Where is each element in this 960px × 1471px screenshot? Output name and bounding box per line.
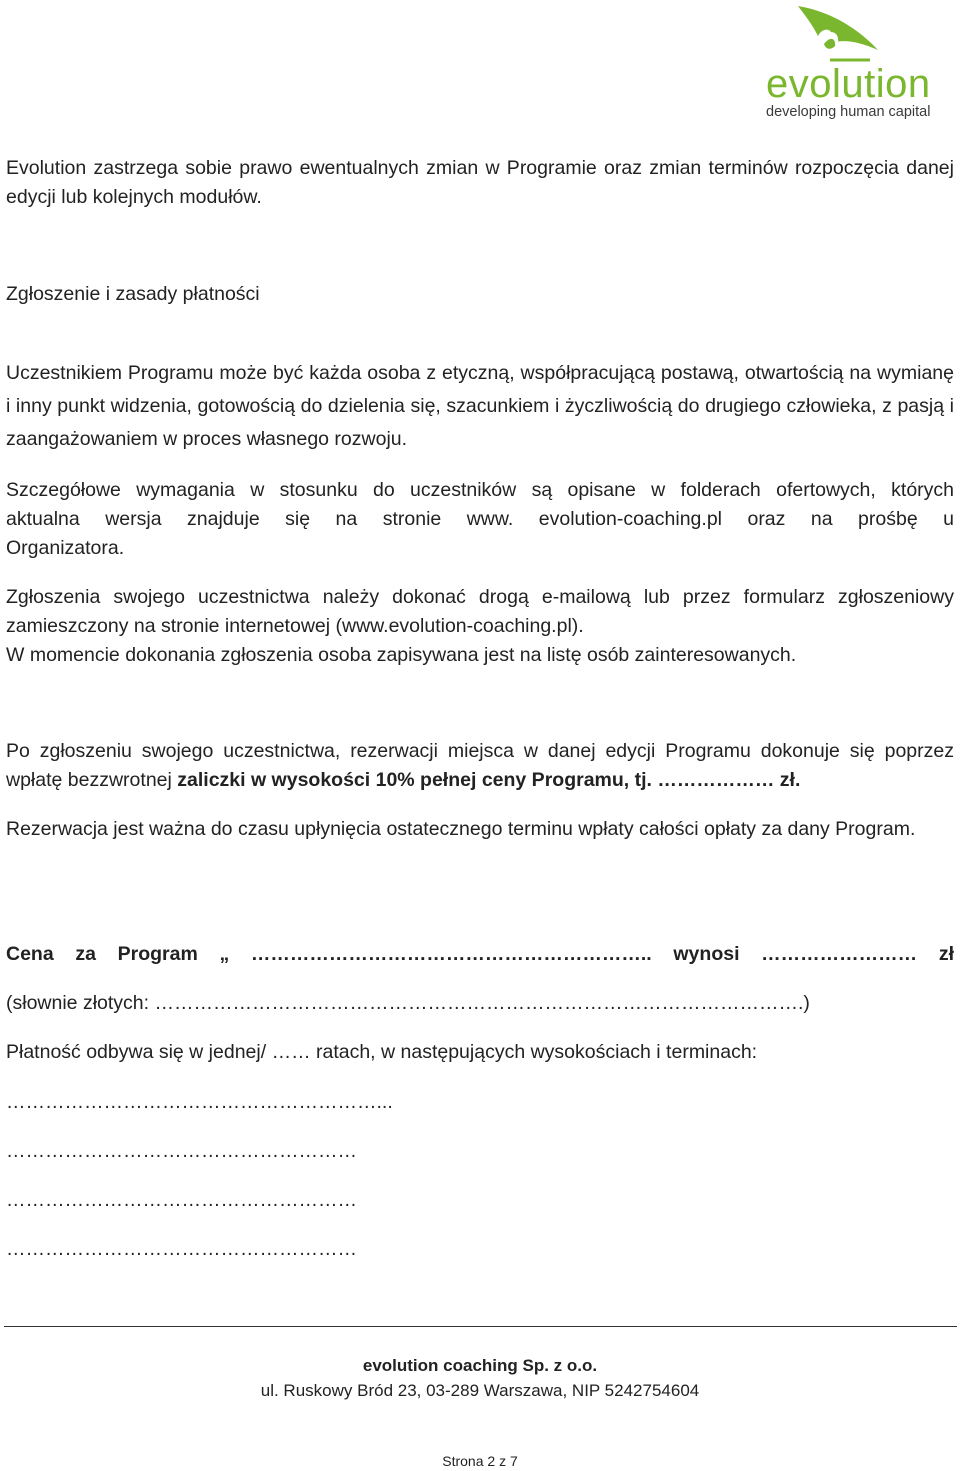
deposit-text: Po zgłoszeniu swojego uczestnictwa, rezerwacji miejsca w danej edycji Programu dokonuje się poprzez wpłatę bezzwrotnej [6,740,954,791]
leaf-icon [760,0,956,70]
blank-line: …………………………………………………... [6,1091,393,1113]
intro-paragraph: Evolution zastrzega sobie prawo ewentualnych zmian w Programie oraz zmian terminów rozpoczęcia danej edycji lub kolejnych modułów. [6,157,954,208]
requirements-paragraph [6,476,954,563]
page-number: Strona 2 z 7 [442,1453,518,1469]
reservation-paragraph: Rezerwacja jest ważna do czasu upłynięcia ostatecznego terminu wpłaty całości opłaty za dany Program. [6,818,916,840]
registration-paragraph [6,583,954,670]
price-line: Cena za Program „ …………………………………………………….. wynosi …………………… zł [6,943,954,965]
deposit-amount: zaliczki w wysokości 10% pełnej ceny Programu, tj. ……………… zł. [177,769,801,791]
participant-paragraph: Uczestnikiem Programu może być każda osoba z etyczną, współpracującą postawą, otwartością na wymianę i inny punkt widzenia, gotowością do dzielenia się, szacunkiem i życzliwością do drugiego człowieka, z pasją i zaangażowaniem w proces własnego rozwoju. [6,362,954,450]
logo-tagline: developing human capital [766,104,931,120]
blank-line: ……………………………………………… [6,1140,357,1162]
logo-wordmark: evolution [766,62,931,106]
footer-address: ul. Ruskowy Bród 23, 03-289 Warszawa, NIP 5242754604 [260,1381,700,1400]
evolution-logo [760,0,956,122]
blank-line: ……………………………………………… [6,1238,357,1260]
requirements-line-3: Organizatora. [6,537,125,559]
section-heading: Zgłoszenie i zasady płatności [6,283,260,305]
requirements-line-2: aktualna wersja znajduje się na stronie www. evolution-coaching.pl oraz na prośbę u [6,508,954,530]
footer-divider [4,1326,957,1327]
registration-text: Zgłoszenia swojego uczestnictwa należy dokonać drogą e-mailową lub przez formularz zgłoszeniowy zamieszczony na stronie internetowej (www.evolution-coaching.pl). [6,586,954,637]
footer-company: evolution coaching Sp. z o.o. [362,1356,598,1375]
requirements-line-1: Szczegółowe wymagania w stosunku do uczestników są opisane w folderach ofertowych, których [6,479,954,501]
amount-in-words-line: (słownie złotych: ……………………………………………………………………………………….) [6,992,810,1014]
blank-line: ……………………………………………… [6,1189,357,1211]
registration-line-3: W momencie dokonania zgłoszenia osoba zapisywana jest na listę osób zainteresowanych. [6,644,797,666]
deposit-paragraph [6,737,954,795]
payment-terms-line: Płatność odbywa się w jednej/ …… ratach, w następujących wysokościach i terminach: [6,1041,758,1063]
